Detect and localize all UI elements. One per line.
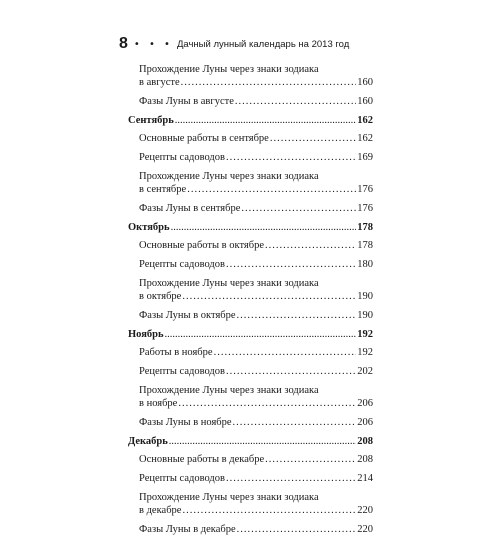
dot-leader: [175, 114, 356, 127]
toc-entry-page: 162: [357, 133, 373, 144]
toc-entry-continuation[interactable]: [128, 76, 373, 89]
toc-entry-continuation[interactable]: [128, 504, 373, 517]
dot-leader: [265, 453, 356, 466]
toc-month-entry[interactable]: [128, 114, 373, 127]
running-header: [119, 34, 349, 54]
toc-entry-title: Основные работы в октябре: [139, 240, 264, 251]
dot-leader: [165, 328, 357, 341]
toc-entry-title: Фазы Луны в декабре: [139, 524, 236, 535]
toc-entry-title: Ноябрь: [128, 329, 164, 340]
toc-entry[interactable]: [128, 453, 373, 466]
toc-entry-title: Рецепты садоводов: [139, 473, 225, 484]
dot-leader: [235, 95, 356, 108]
toc-entry-title: Фазы Луны в сентябре: [139, 203, 241, 214]
toc-entry-title: Прохождение Луны через знаки зодиака: [139, 171, 319, 182]
toc-entry[interactable]: [128, 239, 373, 252]
header-dots: • • •: [133, 38, 173, 50]
toc-entry-title: Рецепты садоводов: [139, 152, 225, 163]
toc-entry-continuation[interactable]: [128, 397, 373, 410]
toc-entry-page: 178: [357, 240, 373, 251]
dot-leader: [237, 523, 357, 536]
toc-entry-title: Прохождение Луны через знаки зодиака: [139, 278, 319, 289]
dot-leader: [187, 183, 356, 196]
page-number: 8: [119, 35, 128, 52]
toc-entry[interactable]: [128, 365, 373, 378]
toc-entry-page: 206: [357, 417, 373, 428]
toc-entry-page: 208: [357, 436, 373, 447]
toc-month-entry[interactable]: [128, 435, 373, 448]
toc-entry[interactable]: [128, 63, 373, 76]
toc-entry-page: 162: [357, 115, 373, 126]
toc-entry-title: Прохождение Луны через знаки зодиака: [139, 492, 319, 503]
toc-entry[interactable]: [128, 416, 373, 429]
toc-entry-continuation[interactable]: [128, 183, 373, 196]
toc-entry-page: 178: [357, 222, 373, 233]
header-title: Дачный лунный календарь на 2013 год: [176, 38, 350, 50]
dot-leader: [226, 258, 356, 271]
dot-leader: [237, 309, 357, 322]
dot-leader: [182, 504, 356, 517]
toc-entry-title: Фазы Луны в октябре: [139, 310, 236, 321]
toc-entry[interactable]: [128, 277, 373, 290]
toc-entry-page: 214: [357, 473, 373, 484]
table-of-contents: [128, 63, 373, 536]
toc-entry[interactable]: [128, 170, 373, 183]
toc-entry[interactable]: [128, 491, 373, 504]
dot-leader: [182, 290, 356, 303]
toc-entry-title: в октябре: [139, 291, 182, 302]
toc-entry-title: Основные работы в декабре: [139, 454, 265, 465]
toc-entry-page: 192: [357, 347, 373, 358]
toc-entry-title: Рецепты садоводов: [139, 259, 225, 270]
toc-entry[interactable]: [128, 132, 373, 145]
toc-entry-page: 176: [357, 203, 373, 214]
toc-entry-title: Основные работы в сентябре: [139, 133, 269, 144]
toc-entry-page: 206: [357, 398, 373, 409]
dot-leader: [226, 151, 356, 164]
toc-entry-title: в августе: [139, 77, 180, 88]
toc-entry[interactable]: [128, 309, 373, 322]
toc-entry-title: Прохождение Луны через знаки зодиака: [139, 64, 319, 75]
toc-entry-title: в ноябре: [139, 398, 178, 409]
toc-entry[interactable]: [128, 523, 373, 536]
toc-entry-continuation[interactable]: [128, 290, 373, 303]
dot-leader: [169, 435, 356, 448]
toc-entry[interactable]: [128, 472, 373, 485]
toc-entry-title: Рецепты садоводов: [139, 366, 225, 377]
toc-entry-page: 208: [357, 454, 373, 465]
toc-entry[interactable]: [128, 95, 373, 108]
dot-leader: [270, 132, 356, 145]
toc-entry-page: 160: [357, 96, 373, 107]
dot-leader: [241, 202, 356, 215]
toc-month-entry[interactable]: [128, 328, 373, 341]
dot-leader: [233, 416, 357, 429]
toc-entry-title: Октябрь: [128, 222, 170, 233]
toc-entry-page: 180: [357, 259, 373, 270]
dot-leader: [171, 221, 357, 234]
toc-entry[interactable]: [128, 151, 373, 164]
toc-entry-title: в сентябре: [139, 184, 187, 195]
toc-entry-title: Фазы Луны в августе: [139, 96, 234, 107]
toc-entry-page: 192: [357, 329, 373, 340]
toc-entry-title: Работы в ноябре: [139, 347, 213, 358]
toc-entry-title: Прохождение Луны через знаки зодиака: [139, 385, 319, 396]
toc-entry-page: 190: [357, 310, 373, 321]
toc-entry[interactable]: [128, 202, 373, 215]
toc-entry-title: в декабре: [139, 505, 182, 516]
toc-entry[interactable]: [128, 384, 373, 397]
toc-entry-title: Сентябрь: [128, 115, 174, 126]
dot-leader: [265, 239, 356, 252]
toc-entry[interactable]: [128, 258, 373, 271]
toc-entry-title: Фазы Луны в ноябре: [139, 417, 232, 428]
dot-leader: [214, 346, 357, 359]
toc-entry-page: 220: [357, 505, 373, 516]
toc-entry-page: 169: [357, 152, 373, 163]
dot-leader: [178, 397, 356, 410]
toc-entry-page: 160: [357, 77, 373, 88]
toc-entry-page: 190: [357, 291, 373, 302]
dot-leader: [181, 76, 357, 89]
toc-entry-page: 176: [357, 184, 373, 195]
dot-leader: [226, 365, 356, 378]
toc-entry-title: Декабрь: [128, 436, 168, 447]
toc-entry-page: 220: [357, 524, 373, 535]
dot-leader: [226, 472, 356, 485]
toc-month-entry[interactable]: [128, 221, 373, 234]
toc-entry[interactable]: [128, 346, 373, 359]
toc-entry-page: 202: [357, 366, 373, 377]
